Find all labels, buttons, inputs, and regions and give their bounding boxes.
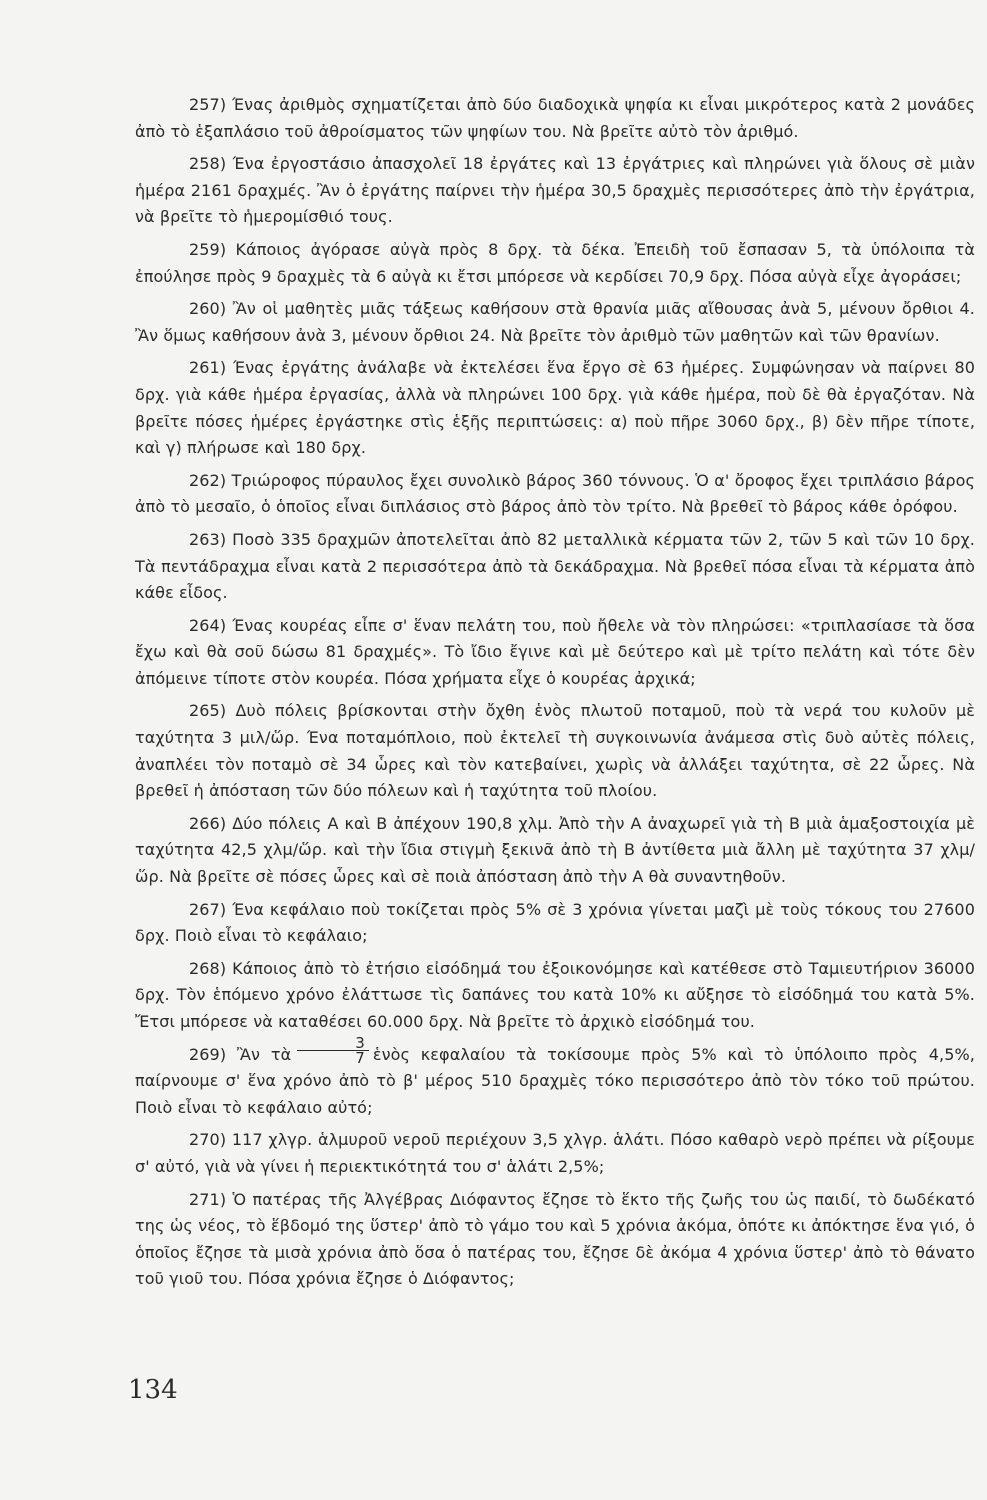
problem-261: 261) Ένας ἐργάτης ἀνάλαβε νὰ ἐκτελέσει ἕνα ἔργο σὲ 63 ἡμέρες. Συμφώνησαν νὰ παίρνει 80 δρχ. γιὰ κάθε ἡμέρα ἐργασίας, ἀλλὰ νὰ πληρώνει 100 δρχ. γιὰ κάθε ἡμέρα, ποὺ δὲ θὰ ἐργαζόταν. Νὰ βρεῖτε πόσες ἡμέρες ἐργάστηκε στὶς ἑξῆς περιπτώσεις: α) ποὺ πῆρε 3060 δρχ., β) δὲν πῆρε τίποτε, καὶ γ) πλήρωσε καὶ 180 δρχ. [135, 358, 975, 458]
fraction [297, 1033, 369, 1067]
problem-271: 271) Ὁ πατέρας τῆς Ἀλγέβρας Διόφαντος ἔζησε τὸ ἕκτο τῆς ζωῆς του ὡς παιδί, τὸ δωδέκατό της ὡς νέος, τὸ ἕβδομό της ὕστερ' ἀπὸ τὸ γάμο του καὶ 5 χρόνια ἀκόμα, ὁπότε κι ἀπόκτησε ἕνα γιό, ὁ ὁποῖος ἔζησε τὰ μισὰ χρόνια ἀπὸ ὅσα ὁ πατέρας του, ἔζησε δὲ ἀκόμα 4 χρόνια ὕστερ' ἀπὸ τὸ θάνατο τοῦ γιοῦ του. Πόσα χρόνια ἔζησε ὁ Διόφαντος; [135, 1189, 975, 1289]
problem-263: 263) Ποσὸ 335 δραχμῶν ἀποτελεῖται ἀπὸ 82 μεταλλικὰ κέρματα τῶν 2, τῶν 5 καὶ τῶν 10 δρχ. Τὰ πεντάδραχμα εἶναι κατὰ 2 περισσότερα ἀπὸ τὰ δεκάδραχμα. Νὰ βρεθεῖ πόσα εἶναι τὰ κέρματα ἀπὸ κάθε εἶδος. [135, 529, 975, 603]
problem-259: 259) Κάποιος ἀγόρασε αὐγὰ πρὸς 8 δρχ. τὰ δέκα. Ἐπειδὴ τοῦ ἔσπασαν 5, τὰ ὑπόλοιπα τὰ ἐπούλησε πρὸς 9 δραχμὲς τὰ 6 αὐγὰ κι ἔτσι μπόρεσε νὰ κερδίσει 70,9 δρχ. Πόσα αὐγὰ εἶχε ἀγοράσει; [135, 239, 975, 286]
problem-260: 260) Ἂν οἱ μαθητὲς μιᾶς τάξεως καθήσουν στὰ θρανία μιᾶς αἴθουσας ἀνὰ 5, μένουν ὄρθιοι 4. Ἂν ὅμως καθήσουν ἀνὰ 3, μένουν ὄρθιοι 24. Νὰ βρεῖτε τὸν ἀριθμὸ τῶν μαθητῶν καὶ τῶν θρανίων. [135, 299, 975, 345]
problem-269-rest: ἑνὸς κεφαλαίου τὰ τοκίσουμε πρὸς 5% καὶ τὸ ὑπόλοιπο πρὸς 4,5%, παίρνουμε σ' ἕνα χρόνο ἀπὸ τὸ β' μέρος 510 δραχμὲς τόκο περισσότερο ἀπὸ τὸν τόκο τοῦ πρώτου. Ποιὸ εἶναι τὸ κεφάλαιο αὐτό; [135, 1044, 975, 1117]
problem-266: 266) Δύο πόλεις Α καὶ Β ἀπέχουν 190,8 χλμ. Ἀπὸ τὴν Α ἀναχωρεῖ γιὰ τὴ Β μιὰ ἁμαξοστοιχία μὲ ταχύτητα 42,5 χλμ/ὥρ. καὶ τὴν ἴδια στιγμὴ ξεκινᾶ ἀπὸ τὴ Β ἀντίθετα μιὰ ἄλλη μὲ ταχύτητα 37 χλμ/ὥρ. Νὰ βρεῖτε σὲ πόσες ὧρες καὶ σὲ ποιὰ ἀπόσταση ἀπὸ τὴν Α θὰ συναντηθοῦν. [135, 813, 975, 887]
problem-264: 264) Ένας κουρέας εἶπε σ' ἕναν πελάτη του, ποὺ ἤθελε νὰ τὸν πληρώσει: «τριπλασίασε τὰ ὅσα ἔχω καὶ θὰ σοῦ δώσω 81 δραχμές». Τὸ ἴδιο ἔγινε καὶ μὲ δεύτερο καὶ μὲ τρίτο πελάτη καὶ τότε δὲν ἀπόμεινε τίποτε στὸν κουρέα. Πόσα χρήματα εἶχε ὁ κουρέας ἀρχικά; [135, 615, 975, 688]
problem-270: 270) 117 χλγρ. ἁλμυροῦ νεροῦ περιέχουν 3,5 χλγρ. ἁλάτι. Πόσο καθαρὸ νερὸ πρέπει νὰ ρίξουμε σ' αὐτό, γιὰ νὰ γίνει ἡ περιεκτικότητά του σ' ἁλάτι 2,5%; [135, 1130, 975, 1176]
fraction-denominator: 7 [355, 1048, 365, 1067]
problem-269 [135, 1033, 975, 1122]
problem-267: 267) Ένα κεφάλαιο ποὺ τοκίζεται πρὸς 5% σὲ 3 χρόνια γίνεται μαζὶ μὲ τοὺς τόκους του 27600 δρχ. Ποιὸ εἶναι τὸ κεφάλαιο; [135, 899, 975, 946]
page-number: 134 [128, 1375, 178, 1405]
problem-269-lead: 269) Ἂν τὰ [189, 1044, 292, 1064]
problem-262: 262) Τριώροφος πύραυλος ἔχει συνολικὸ βάρος 360 τόννους. Ὁ α' ὄροφος ἔχει τριπλάσιο βάρος ἀπὸ τὸ μεσαῖο, ὁ ὁποῖος εἶναι διπλάσιος στὸ βάρος ἀπὸ τὸν τρίτο. Νὰ βρεθεῖ τὸ βάρος κάθε ὀρόφου. [135, 470, 975, 517]
problem-268: 268) Κάποιος ἀπὸ τὸ ἐτήσιο εἰσόδημά του ἐξοικονόμησε καὶ κατέθεσε στὸ Ταμιευτήριον 36000 δρχ. Τὸν ἑπόμενο χρόνο ἐλάττωσε τὶς δαπάνες του κατὰ 10% κι αὔξησε τὸ εἰσόδημά του κατὰ 5%. Ἔτσι μπόρεσε νὰ καταθέσει 60.000 δρχ. Νὰ βρεῖτε τὸ ἀρχικὸ εἰσόδημά του. [135, 958, 975, 1031]
problem-257: 257) Ένας ἀριθμὸς σχηματίζεται ἀπὸ δύο διαδοχικὰ ψηφία κι εἶναι μικρότερος κατὰ 2 μονάδες ἀπὸ τὸ ἑξαπλάσιο τοῦ ἀθροίσματος τῶν ψηφίων του. Νὰ βρεῖτε αὐτὸ τὸν ἀριθμό. [135, 95, 975, 141]
problem-265: 265) Δυὸ πόλεις βρίσκονται στὴν ὄχθη ἑνὸς πλωτοῦ ποταμοῦ, ποὺ τὰ νερά του κυλοῦν μὲ ταχύτητα 3 μιλ/ὥρ. Ένα ποταμόπλοιο, ποὺ ἐκτελεῖ τὴ συγκοινωνία ἀνάμεσα στὶς δυὸ αὐτὲς πόλεις, ἀναπλέει τὸν ποταμὸ σὲ 34 ὧρες καὶ τὸν κατεβαίνει, χωρὶς νὰ ἀλλάξει ταχύτητα, σὲ 22 ὧρες. Νὰ βρεθεῖ ἡ ἀπόσταση τῶν δύο πόλεων καὶ ἡ ταχύτητα τοῦ πλοίου. [135, 701, 975, 801]
fraction-numerator: 3 [297, 1036, 369, 1051]
problem-258: 258) Ένα ἐργοστάσιο ἀπασχολεῖ 18 ἐργάτες καὶ 13 ἐργάτριες καὶ πληρώνει γιὰ ὅλους σὲ μιὰν ἡμέρα 2161 δραχμές. Ἂν ὁ ἐργάτης παίρνει τὴν ἡμέρα 30,5 δραχμὲς περισσότερες ἀπὸ τὴν ἐργάτρια, νὰ βρεῖτε τὸ ἡμερομίσθιό τους. [135, 154, 975, 227]
page-body [135, 92, 975, 1299]
